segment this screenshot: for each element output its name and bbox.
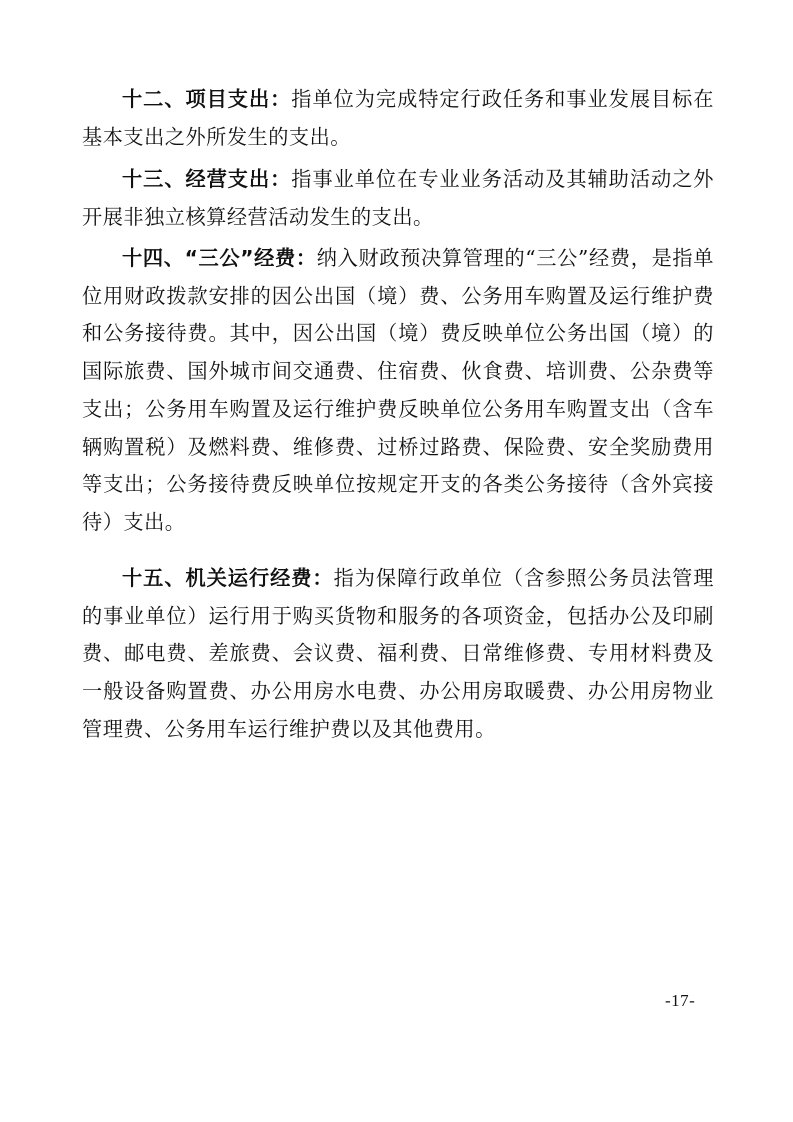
paragraph-agency-operating-funds [82, 560, 714, 749]
term-three-public-funds: 十四、“三公”经费： [122, 246, 317, 270]
page-number: -17- [665, 991, 696, 1010]
definition-operating-expenditure: 指事业单位在专业业务活动及其辅助活动之外开展非独立核算经营活动发生的支出。 [82, 167, 714, 229]
definition-project-expenditure: 指单位为完成特定行政任务和事业发展目标在基本支出之外所发生的支出。 [82, 87, 714, 149]
term-project-expenditure: 十二、项目支出： [122, 87, 292, 111]
paragraph-three-public-funds [82, 240, 714, 542]
paragraph-project-expenditure [82, 81, 714, 156]
definition-three-public-funds: 纳入财政预决算管理的“三公”经费，是指单位用财政拨款安排的因公出国（境）费、公务用车购置及运行维护费和公务接待费。其中，因公出国（境）费反映单位公务出国（境）的国际旅费、国外城市间交通费、住宿费、伙食费、培训费、公杂费等支出；公务用车购置及运行维护费反映单位公务用车购置支出（含车辆购置税）及燃料费、维修费、过桥过路费、保险费、安全奖励费用等支出；公务接待费反映单位按规定开支的各类公务接待（含外宾接待）支出。 [82, 246, 714, 534]
paragraph-operating-expenditure [82, 161, 714, 236]
term-agency-operating-funds: 十五、机关运行经费： [122, 566, 334, 590]
definition-agency-operating-funds: 指为保障行政单位（含参照公务员法管理的事业单位）运行用于购买货物和服务的各项资金，包括办公及印刷费、邮电费、差旅费、会议费、福利费、日常维修费、专用材料费及一般设备购置费、办公用房水电费、办公用房取暖费、办公用房物业管理费、公务用车运行维护费以及其他费用。 [82, 566, 714, 741]
term-operating-expenditure: 十三、经营支出： [122, 167, 292, 191]
